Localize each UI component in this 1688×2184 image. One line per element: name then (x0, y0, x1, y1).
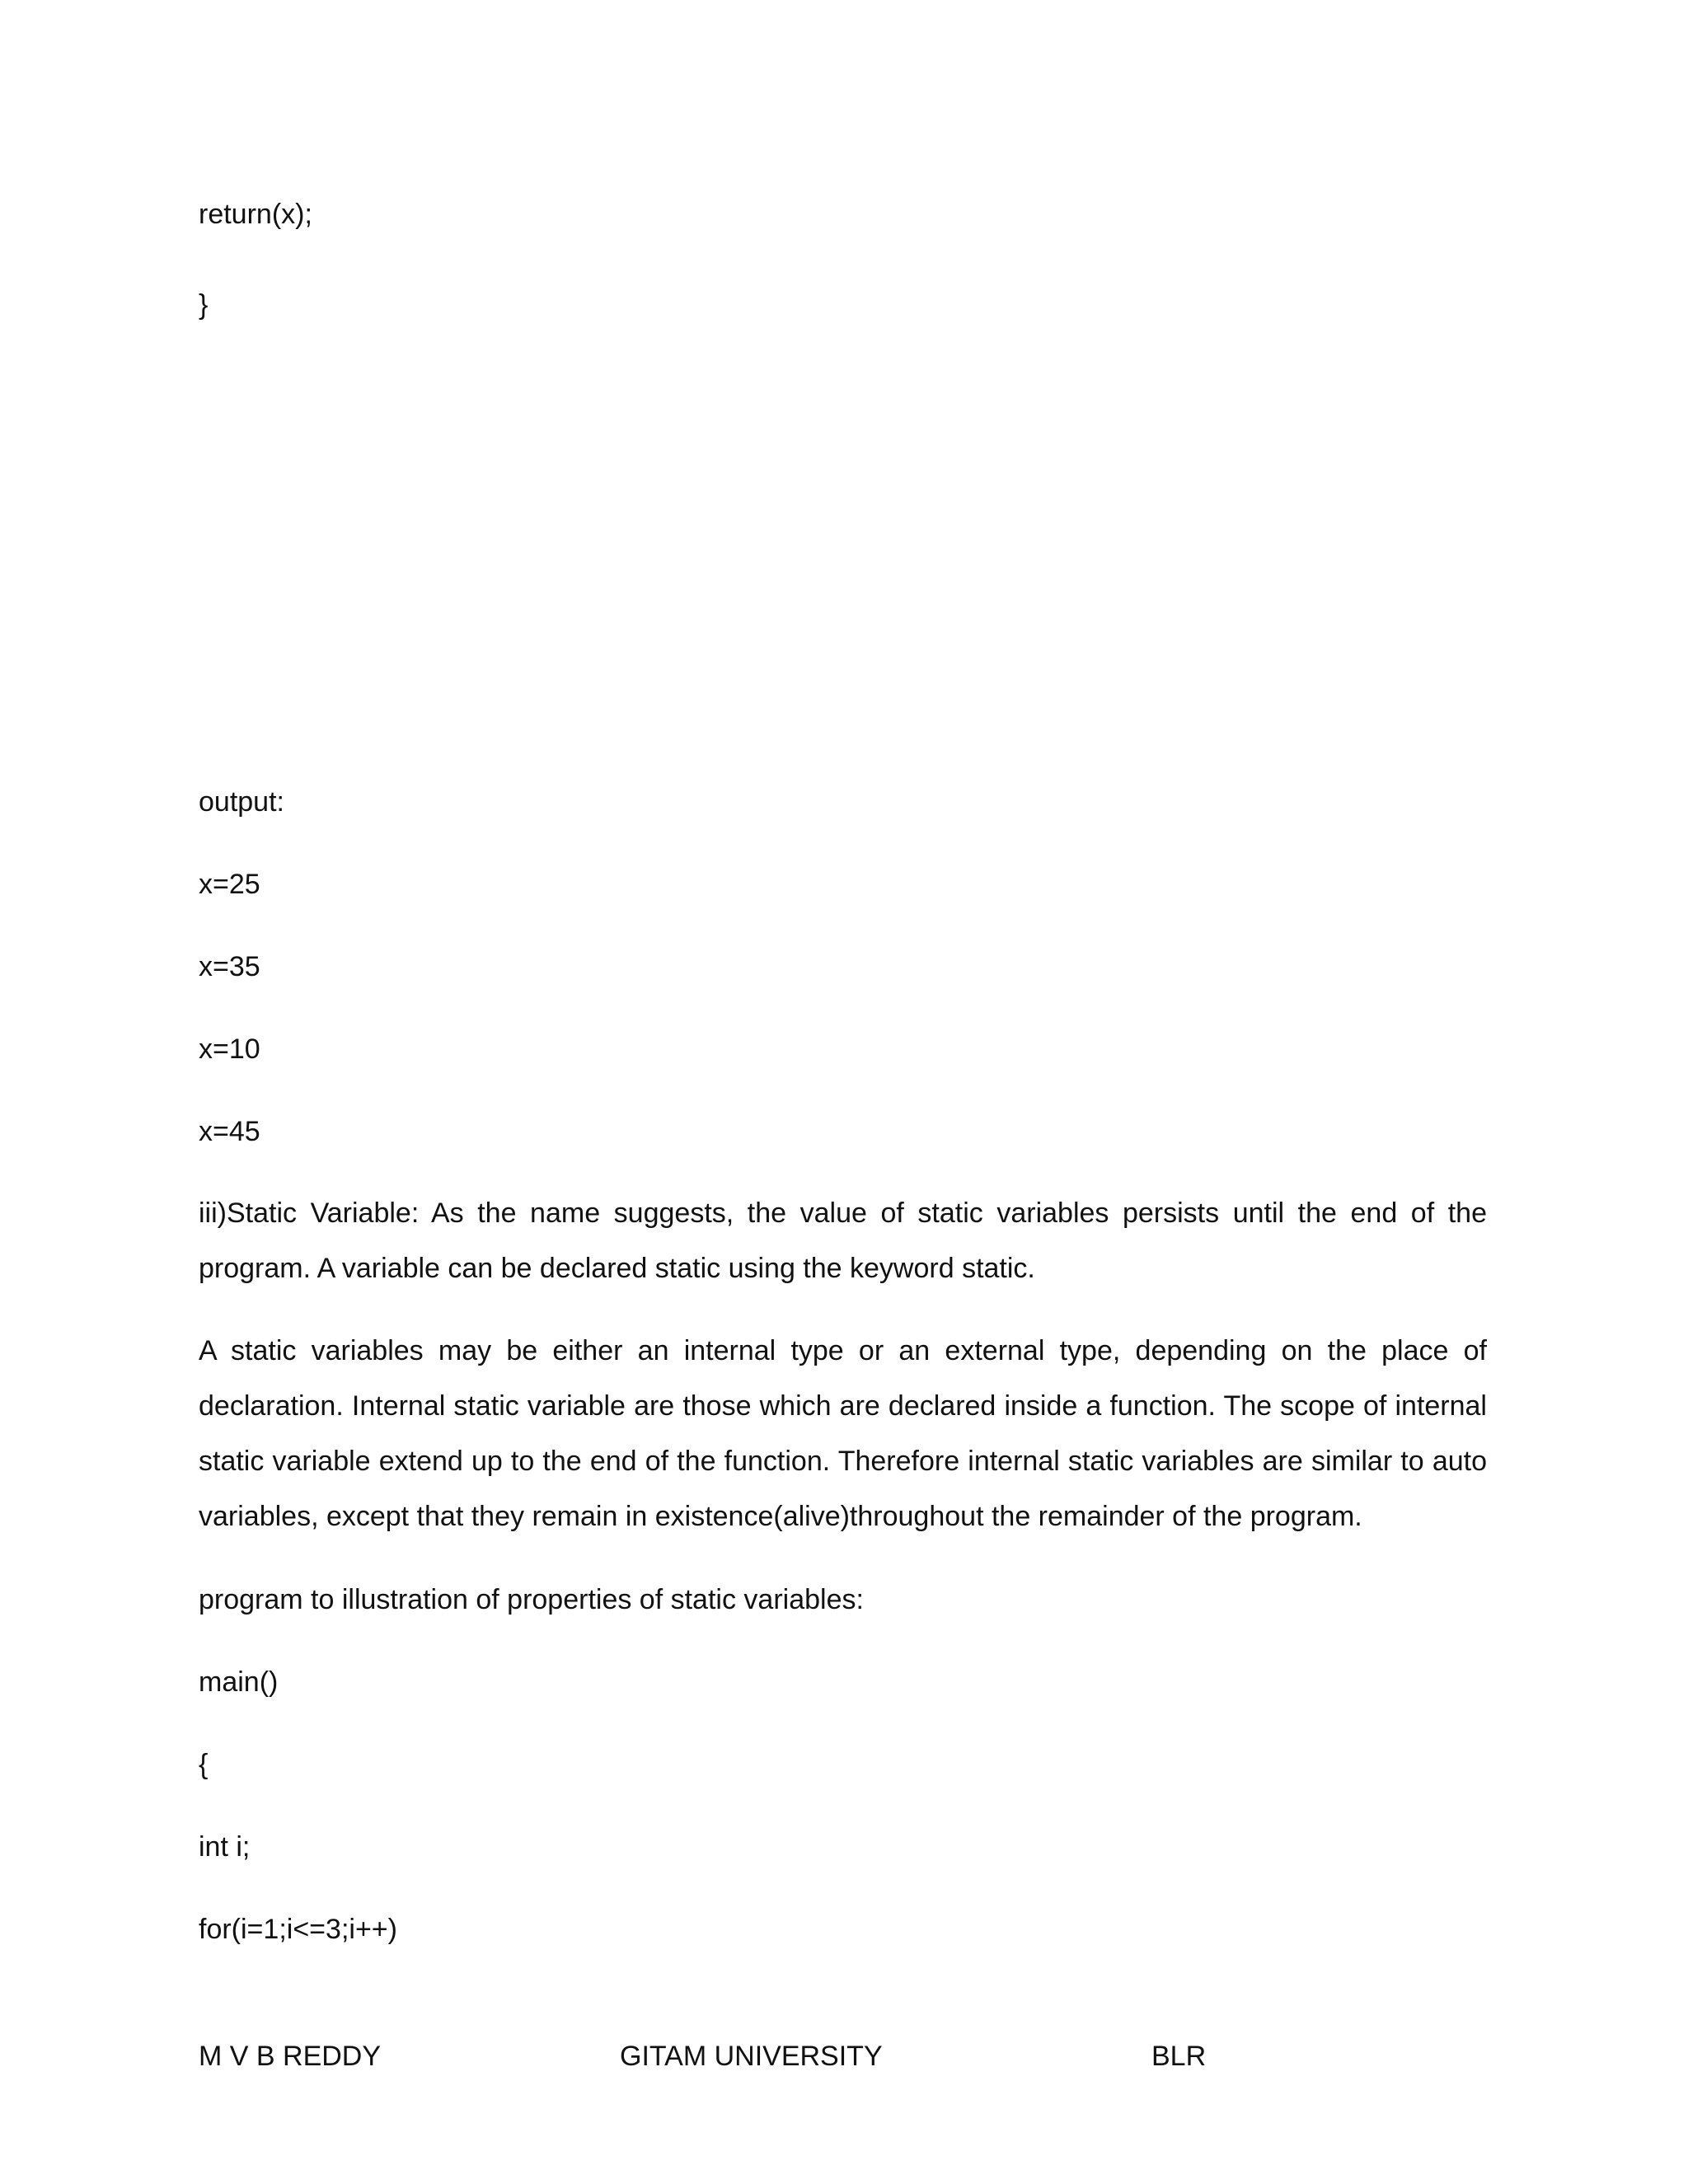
static-variable-intro: iii)Static Variable: As the name suggests, the value of static variables persists until the end of the program. A variable can be declared static using the keyword static. (199, 1197, 1487, 1284)
code-line: { (199, 1749, 209, 1780)
footer-location: BLR (1151, 2041, 1207, 2072)
code-line: main() (199, 1666, 279, 1698)
output-value: x=25 (199, 869, 260, 900)
code-return-line: return(x); (199, 199, 312, 230)
program-heading: program to illustration of properties of static variables: (199, 1584, 864, 1615)
output-value: x=35 (199, 951, 260, 982)
output-value: x=10 (199, 1033, 260, 1065)
output-value: x=45 (199, 1116, 260, 1147)
static-variable-description: A static variables may be either an internal type or an external type, depending on the place of declaration. Internal static variable are those which are declared inside a function. The scope of internal static variable extend up to the end of the function. Therefore internal static variables are similar to auto variables, except that they remain in existence(alive)throughout the remainder of the program. (199, 1335, 1487, 1532)
code-line: for(i=1;i<=3;i++) (199, 1914, 397, 1945)
output-label: output: (199, 786, 284, 818)
code-close-brace: } (199, 289, 209, 321)
footer-author: M V B REDDY (199, 2041, 382, 2072)
footer-institution: GITAM UNIVERSITY (620, 2041, 883, 2072)
code-line: int i; (199, 1831, 251, 1863)
